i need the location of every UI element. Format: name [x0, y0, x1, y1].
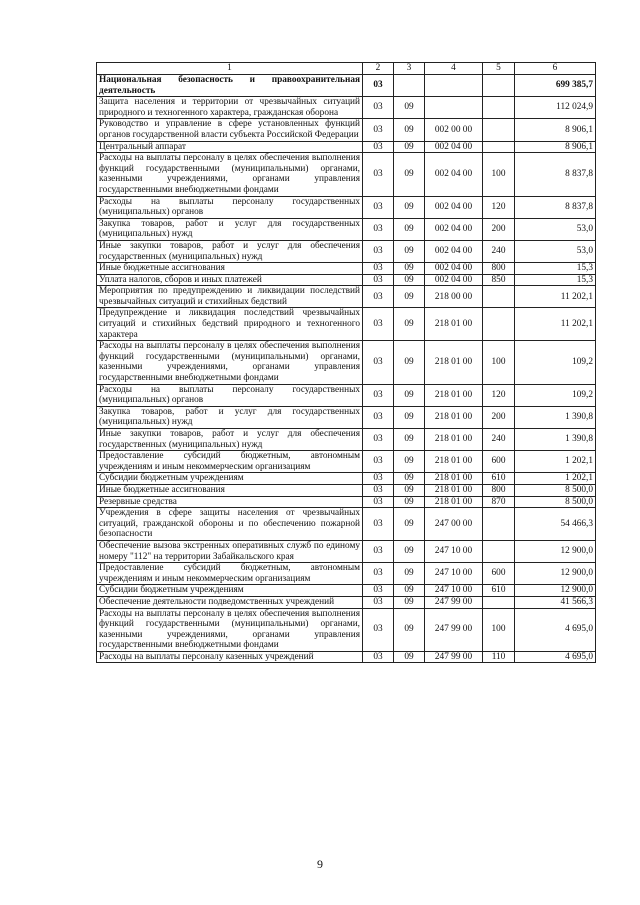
section-code-cell: 03: [363, 240, 394, 262]
row-name-cell: Расходы на выплаты персоналу государственных (муниципальных) органов: [97, 384, 363, 406]
amount-cell: 12 900,0: [515, 563, 596, 585]
section-code-cell: 03: [363, 484, 394, 496]
target-article-cell: 002 04 00: [425, 141, 483, 153]
target-article-cell: 218 01 00: [425, 384, 483, 406]
target-article-cell: 218 00 00: [425, 286, 483, 308]
target-article-cell: 002 04 00: [425, 274, 483, 286]
expense-type-cell: 240: [483, 240, 515, 262]
amount-cell: 112 024,9: [515, 97, 596, 119]
subsection-code-cell: 09: [394, 196, 425, 218]
table-row: [97, 75, 596, 97]
table-row: [97, 263, 596, 275]
table-row: [97, 563, 596, 585]
expense-type-cell: 600: [483, 451, 515, 473]
subsection-code-cell: 09: [394, 508, 425, 541]
target-article-cell: 247 10 00: [425, 585, 483, 597]
section-code-cell: 03: [363, 406, 394, 428]
section-code-cell: 03: [363, 585, 394, 597]
expense-type-cell: [483, 97, 515, 119]
row-name-cell: Уплата налогов, сборов и иных платежей: [97, 274, 363, 286]
section-code-cell: 03: [363, 97, 394, 119]
table-row: [97, 274, 596, 286]
table-row: [97, 540, 596, 562]
expense-type-cell: 850: [483, 274, 515, 286]
table-row: [97, 196, 596, 218]
expense-type-cell: [483, 540, 515, 562]
amount-cell: 41 566,3: [515, 596, 596, 608]
subsection-code-cell: 09: [394, 274, 425, 286]
row-name-cell: Расходы на выплаты персоналу в целях обеспечения выполнения функций государственными (муниципальными) органами, казенными учреждениями, органами управления государственными внебюджетными фондами: [97, 341, 363, 384]
expense-type-cell: [483, 308, 515, 341]
table-row: [97, 585, 596, 597]
row-name-cell: Иные бюджетные ассигнования: [97, 484, 363, 496]
amount-cell: 699 385,7: [515, 75, 596, 97]
target-article-cell: 218 01 00: [425, 496, 483, 508]
budget-table: [96, 62, 596, 663]
section-code-cell: 03: [363, 496, 394, 508]
table-row: [97, 119, 596, 141]
table-row: [97, 308, 596, 341]
amount-cell: 12 900,0: [515, 540, 596, 562]
row-name-cell: Субсидии бюджетным учреждениям: [97, 585, 363, 597]
table-row: [97, 286, 596, 308]
target-article-cell: 247 10 00: [425, 540, 483, 562]
section-code-cell: 03: [363, 119, 394, 141]
row-name-cell: Руководство и управление в сфере установленных функций органов государственной власти субъекта Российской Федерации: [97, 119, 363, 141]
subsection-code-cell: 09: [394, 141, 425, 153]
subsection-code-cell: 09: [394, 563, 425, 585]
expense-type-cell: 610: [483, 473, 515, 485]
amount-cell: 53,0: [515, 240, 596, 262]
row-name-cell: Защита населения и территории от чрезвычайных ситуаций природного и техногенного характера, гражданская оборона: [97, 97, 363, 119]
target-article-cell: [425, 75, 483, 97]
amount-cell: 8 500,0: [515, 484, 596, 496]
subsection-code-cell: [394, 75, 425, 97]
expense-type-cell: [483, 596, 515, 608]
subsection-code-cell: 09: [394, 651, 425, 663]
amount-cell: 109,2: [515, 384, 596, 406]
row-name-cell: Резервные средства: [97, 496, 363, 508]
table-row: [97, 484, 596, 496]
section-code-cell: 03: [363, 608, 394, 651]
row-name-cell: Учреждения в сфере защиты населения от чрезвычайных ситуаций, гражданской обороны и по обеспечению пожарной безопасности: [97, 508, 363, 541]
section-code-cell: 03: [363, 651, 394, 663]
target-article-cell: 218 01 00: [425, 451, 483, 473]
target-article-cell: 218 01 00: [425, 341, 483, 384]
target-article-cell: 218 01 00: [425, 429, 483, 451]
expense-type-cell: [483, 141, 515, 153]
row-name-cell: Закупка товаров, работ и услуг для государственных (муниципальных) нужд: [97, 406, 363, 428]
amount-cell: 1 390,8: [515, 406, 596, 428]
target-article-cell: 002 00 00: [425, 119, 483, 141]
amount-cell: 1 390,8: [515, 429, 596, 451]
section-code-cell: 03: [363, 341, 394, 384]
row-name-cell: Предоставление субсидий бюджетным, автономным учреждениям и иным некоммерческим организациям: [97, 563, 363, 585]
table-row: [97, 341, 596, 384]
subsection-code-cell: 09: [394, 286, 425, 308]
expense-type-cell: 800: [483, 484, 515, 496]
section-code-cell: 03: [363, 141, 394, 153]
section-code-cell: 03: [363, 75, 394, 97]
section-code-cell: 03: [363, 540, 394, 562]
amount-cell: 8 906,1: [515, 119, 596, 141]
row-name-cell: Иные закупки товаров, работ и услуг для обеспечения государственных (муниципальных) нужд: [97, 240, 363, 262]
table-row: [97, 651, 596, 663]
expense-type-cell: 200: [483, 218, 515, 240]
subsection-code-cell: 09: [394, 484, 425, 496]
section-code-cell: 03: [363, 473, 394, 485]
expense-type-cell: [483, 75, 515, 97]
expense-type-cell: 120: [483, 196, 515, 218]
row-name-cell: Иные бюджетные ассигнования: [97, 263, 363, 275]
target-article-cell: 247 99 00: [425, 608, 483, 651]
target-article-cell: 247 00 00: [425, 508, 483, 541]
row-name-cell: Мероприятия по предупреждению и ликвидации последствий чрезвычайных ситуаций и стихийных бедствий: [97, 286, 363, 308]
table-row: [97, 218, 596, 240]
subsection-code-cell: 09: [394, 596, 425, 608]
row-name-cell: Расходы на выплаты персоналу государственных (муниципальных) органов: [97, 196, 363, 218]
section-code-cell: 03: [363, 196, 394, 218]
amount-cell: 11 202,1: [515, 286, 596, 308]
amount-cell: 1 202,1: [515, 473, 596, 485]
section-code-cell: 03: [363, 384, 394, 406]
section-code-cell: 03: [363, 451, 394, 473]
row-name-cell: Закупка товаров, работ и услуг для государственных (муниципальных) нужд: [97, 218, 363, 240]
target-article-cell: 002 04 00: [425, 263, 483, 275]
subsection-code-cell: 09: [394, 429, 425, 451]
row-name-cell: Предупреждение и ликвидация последствий чрезвычайных ситуаций и стихийных бедствий природного и техногенного характера: [97, 308, 363, 341]
target-article-cell: 002 04 00: [425, 218, 483, 240]
expense-type-cell: 610: [483, 585, 515, 597]
table-row: [97, 608, 596, 651]
expense-type-cell: 100: [483, 341, 515, 384]
subsection-code-cell: 09: [394, 240, 425, 262]
table-row: [97, 473, 596, 485]
target-article-cell: 218 01 00: [425, 473, 483, 485]
header-cell: 4: [425, 63, 483, 75]
table-row: [97, 429, 596, 451]
subsection-code-cell: 09: [394, 97, 425, 119]
expense-type-cell: 800: [483, 263, 515, 275]
row-name-cell: Иные закупки товаров, работ и услуг для обеспечения государственных (муниципальных) нужд: [97, 429, 363, 451]
table-row: [97, 384, 596, 406]
table-row: [97, 141, 596, 153]
expense-type-cell: 600: [483, 563, 515, 585]
row-name-cell: Субсидии бюджетным учреждениям: [97, 473, 363, 485]
row-name-cell: Расходы на выплаты персоналу в целях обеспечения выполнения функций государственными (муниципальными) органами, казенными учреждениями, органами управления государственными внебюджетными фондами: [97, 153, 363, 196]
row-name-cell: Расходы на выплаты персоналу казенных учреждений: [97, 651, 363, 663]
amount-cell: 4 695,0: [515, 651, 596, 663]
section-code-cell: 03: [363, 596, 394, 608]
target-article-cell: 247 10 00: [425, 563, 483, 585]
expense-type-cell: [483, 508, 515, 541]
table-row: [97, 596, 596, 608]
amount-cell: 8 837,8: [515, 196, 596, 218]
subsection-code-cell: 09: [394, 473, 425, 485]
amount-cell: 54 466,3: [515, 508, 596, 541]
expense-type-cell: 100: [483, 608, 515, 651]
table-row: [97, 508, 596, 541]
expense-type-cell: [483, 119, 515, 141]
subsection-code-cell: 09: [394, 540, 425, 562]
section-code-cell: 03: [363, 218, 394, 240]
table-row: [97, 240, 596, 262]
header-cell: 6: [515, 63, 596, 75]
subsection-code-cell: 09: [394, 384, 425, 406]
expense-type-cell: 200: [483, 406, 515, 428]
expense-type-cell: [483, 286, 515, 308]
header-cell: 5: [483, 63, 515, 75]
subsection-code-cell: 09: [394, 608, 425, 651]
target-article-cell: 247 99 00: [425, 596, 483, 608]
target-article-cell: [425, 97, 483, 119]
table-row: [97, 153, 596, 196]
amount-cell: 8 837,8: [515, 153, 596, 196]
target-article-cell: 002 04 00: [425, 196, 483, 218]
expense-type-cell: 240: [483, 429, 515, 451]
row-name-cell: Предоставление субсидий бюджетным, автономным учреждениям и иным некоммерческим организациям: [97, 451, 363, 473]
amount-cell: 15,3: [515, 263, 596, 275]
amount-cell: 4 695,0: [515, 608, 596, 651]
row-name-cell: Национальная безопасность и правоохранительная деятельность: [97, 75, 363, 97]
section-code-cell: 03: [363, 274, 394, 286]
expense-type-cell: 100: [483, 153, 515, 196]
section-code-cell: 03: [363, 308, 394, 341]
amount-cell: 53,0: [515, 218, 596, 240]
subsection-code-cell: 09: [394, 153, 425, 196]
section-code-cell: 03: [363, 263, 394, 275]
row-name-cell: Расходы на выплаты персоналу в целях обеспечения выполнения функций государственными (муниципальными) органами, казенными учреждениями, органами управления государственными внебюджетными фондами: [97, 608, 363, 651]
subsection-code-cell: 09: [394, 263, 425, 275]
target-article-cell: 002 04 00: [425, 153, 483, 196]
subsection-code-cell: 09: [394, 341, 425, 384]
target-article-cell: 218 01 00: [425, 308, 483, 341]
target-article-cell: 218 01 00: [425, 484, 483, 496]
expense-type-cell: 870: [483, 496, 515, 508]
amount-cell: 109,2: [515, 341, 596, 384]
subsection-code-cell: 09: [394, 119, 425, 141]
expense-type-cell: 120: [483, 384, 515, 406]
section-code-cell: 03: [363, 429, 394, 451]
page-number: 9: [317, 857, 323, 871]
header-cell: 1: [97, 63, 363, 75]
table-row: [97, 406, 596, 428]
amount-cell: 12 900,0: [515, 585, 596, 597]
subsection-code-cell: 09: [394, 406, 425, 428]
table-row: [97, 451, 596, 473]
target-article-cell: 002 04 00: [425, 240, 483, 262]
amount-cell: 8 906,1: [515, 141, 596, 153]
header-row: [97, 63, 596, 75]
subsection-code-cell: 09: [394, 308, 425, 341]
section-code-cell: 03: [363, 563, 394, 585]
table-row: [97, 496, 596, 508]
subsection-code-cell: 09: [394, 218, 425, 240]
row-name-cell: Обеспечение вызова экстренных оперативных служб по единому номеру "112" на территории Забайкальского края: [97, 540, 363, 562]
row-name-cell: Центральный аппарат: [97, 141, 363, 153]
amount-cell: 1 202,1: [515, 451, 596, 473]
section-code-cell: 03: [363, 153, 394, 196]
subsection-code-cell: 09: [394, 496, 425, 508]
header-cell: 2: [363, 63, 394, 75]
row-name-cell: Обеспечение деятельности подведомственных учреждений: [97, 596, 363, 608]
section-code-cell: 03: [363, 508, 394, 541]
subsection-code-cell: 09: [394, 585, 425, 597]
target-article-cell: 247 99 00: [425, 651, 483, 663]
header-cell: 3: [394, 63, 425, 75]
amount-cell: 15,3: [515, 274, 596, 286]
target-article-cell: 218 01 00: [425, 406, 483, 428]
subsection-code-cell: 09: [394, 451, 425, 473]
table-row: [97, 97, 596, 119]
amount-cell: 8 500,0: [515, 496, 596, 508]
expense-type-cell: 110: [483, 651, 515, 663]
amount-cell: 11 202,1: [515, 308, 596, 341]
section-code-cell: 03: [363, 286, 394, 308]
